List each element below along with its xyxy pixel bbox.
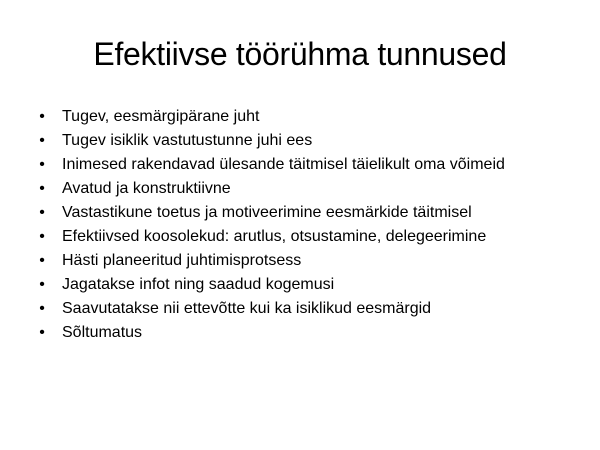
slide-title: Efektiivse töörühma tunnused [93,36,507,72]
bullet-list [36,106,576,346]
list-item-text: Inimesed rakendavad ülesande täitmisel täielikult oma võimeid [62,156,505,173]
list-item [36,154,576,176]
list-item [36,106,576,128]
list-item [36,274,576,296]
bullet-icon: • [39,156,45,173]
bullet-icon: • [39,276,45,293]
list-item [36,226,576,248]
bullet-icon: • [39,204,45,221]
list-item-text: Hästi planeeritud juhtimisprotsess [62,252,302,269]
list-item-text: Avatud ja konstruktiivne [62,180,231,197]
list-item [36,250,576,272]
list-item [36,130,576,152]
list-item-text: Vastastikune toetus ja motiveerimine eesmärkide täitmisel [62,204,472,221]
list-item-text: Efektiivsed koosolekud: arutlus, otsustamine, delegeerimine [62,228,487,245]
list-item [36,202,576,224]
bullet-icon: • [39,252,45,269]
list-item [36,322,576,344]
list-item-text: Saavutatakse nii ettevõtte kui ka isiklikud eesmärgid [62,300,432,317]
bullet-icon: • [39,132,45,149]
bullet-icon: • [39,180,45,197]
list-item [36,298,576,320]
bullet-icon: • [39,108,45,125]
list-item-text: Jagatakse infot ning saadud kogemusi [62,276,335,293]
bullet-icon: • [39,228,45,245]
bullet-icon: • [39,324,45,341]
bullet-icon: • [39,300,45,317]
list-item [36,178,576,200]
list-item-text: Tugev, eesmärgipärane juht [62,108,260,125]
list-item-text: Sõltumatus [62,324,143,341]
list-item-text: Tugev isiklik vastutustunne juhi ees [62,132,313,149]
